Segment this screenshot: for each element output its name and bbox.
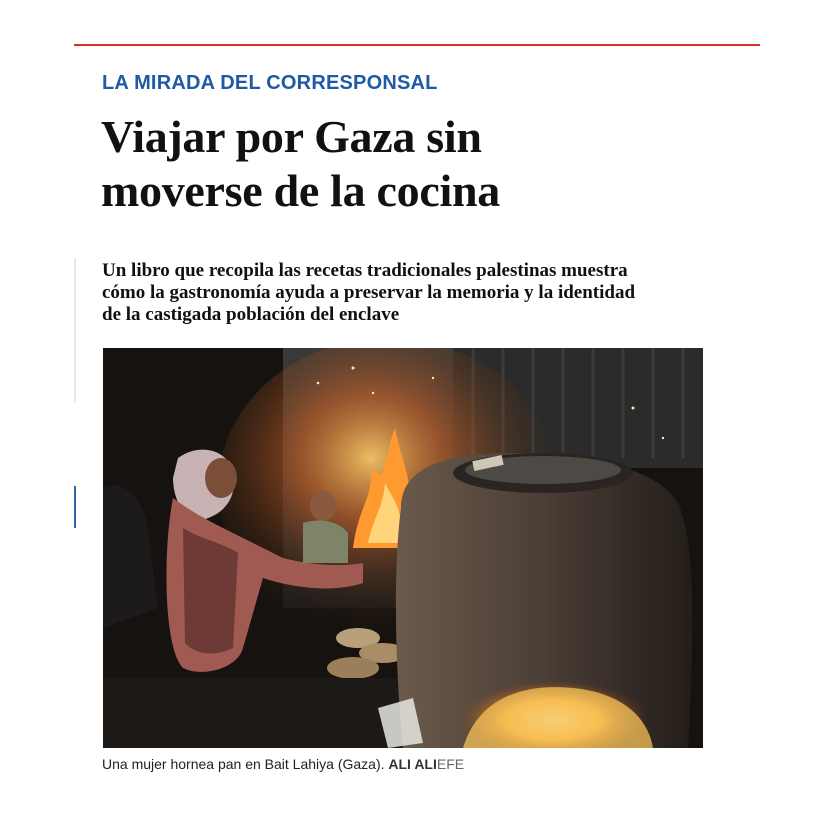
article-photo[interactable] [103,348,703,748]
article-headline [101,110,741,218]
photo-credit: ALI ALI [388,756,437,772]
top-accent-rule [74,44,760,46]
headline-line: Viajar por Gaza sin [101,111,482,162]
left-margin-marker [74,486,76,528]
photo-agency: EFE [436,756,465,772]
article-subtitle [102,260,722,326]
subtitle-line: cómo la gastronomía ayuda a preservar la memoria y la identidad [102,282,636,303]
caption-text: Una mujer hornea pan en Bait Lahiya (Gaza). [102,756,385,772]
left-margin-line [74,258,76,403]
headline-line: moverse de la cocina [101,165,500,216]
photo-caption [102,756,464,772]
subtitle-line: Un libro que recopila las recetas tradicionales palestinas muestra [102,260,628,281]
subtitle-line: de la castigada población del enclave [102,304,400,325]
section-kicker[interactable]: LA MIRADA DEL CORRESPONSAL [102,72,438,94]
